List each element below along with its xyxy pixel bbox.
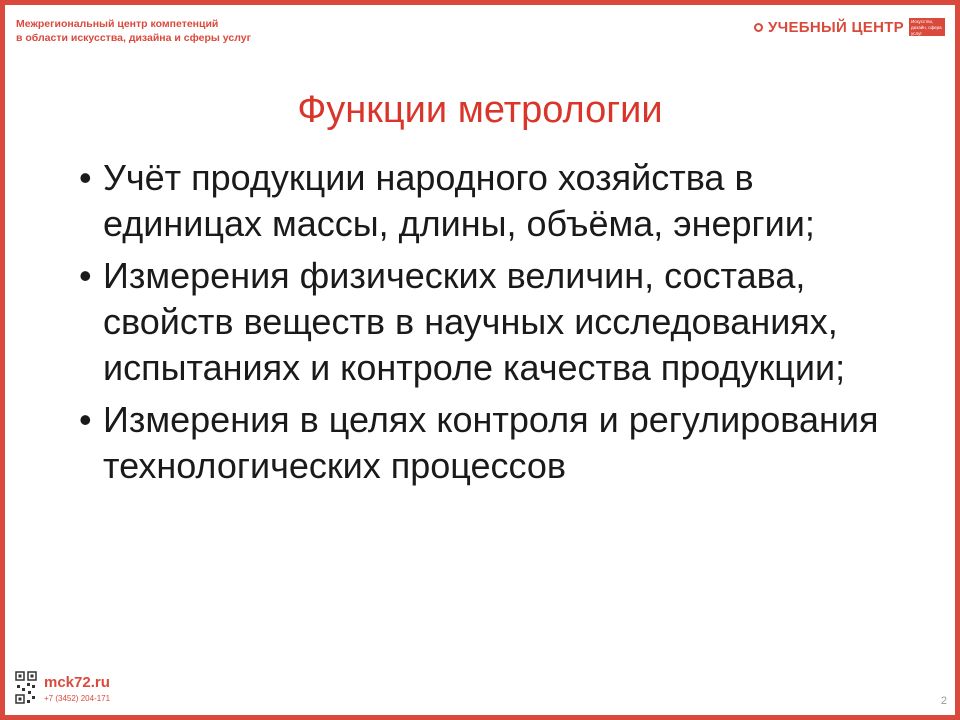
qr-code-icon [15,671,37,705]
org-name [16,17,251,45]
org-name-line2: в области искусства, дизайна и сферы услуг [16,32,251,44]
footer-phone: +7 (3452) 204-171 [44,694,111,703]
bullet-marker: • [79,255,92,296]
brand-logo [754,18,945,36]
page-number: 2 [940,695,947,707]
brand-tag: Искусство, дизайн, сфера услуг [909,18,945,36]
bullet-item [79,397,909,489]
bullet-item [79,155,909,247]
brand-ring-icon [754,23,763,32]
slide-title: Функции метрологии [297,89,663,131]
bullet-marker: • [79,157,92,198]
brand-name: УЧЕБНЫЙ ЦЕНТР [768,18,904,36]
bullet-text: Измерения в целях контроля и регулирования технологических процессов [103,399,879,486]
bullet-text: Учёт продукции народного хозяйства в единицах массы, длины, объёма, энергии; [103,157,815,244]
bullet-list [79,155,909,495]
bullet-item [79,253,909,391]
bullet-marker: • [79,399,92,440]
footer-site: mck72.ru [44,674,110,691]
org-name-line1: Межрегиональный центр компетенций [16,18,219,30]
bullet-text: Измерения физических величин, состава, свойств веществ в научных исследованиях, испытаниях и контроле качества продукции; [103,255,846,388]
